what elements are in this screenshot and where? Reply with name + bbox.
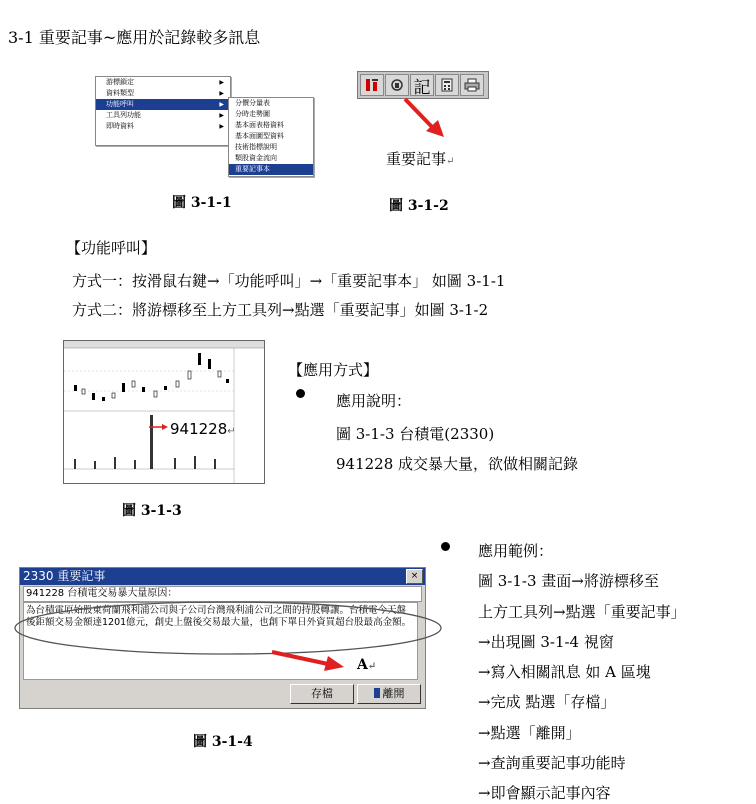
menu-item-data-type[interactable] [96,88,230,99]
important-notes-label: 重要記事↵ [386,150,455,168]
pointer-arrow [400,95,450,140]
example-step-5: →完成 點選「存檔」 [478,693,616,711]
figure-caption-3-1-2: 圖 3-1-2 [389,198,449,214]
submenu-item[interactable]: 分時走勢圖 [235,110,270,118]
menu-item-label: 游標鎖定 [106,78,134,86]
example-step-2: 上方工具列→點選「重要記事」 [478,603,686,621]
lock-icon[interactable] [385,74,409,96]
exit-button[interactable] [357,684,421,704]
context-menu [95,76,231,146]
description-line-1: 圖 3-1-3 台積電(2330) [336,425,495,443]
figure-caption-3-1-1: 圖 3-1-1 [172,195,232,211]
exit-icon [374,688,380,698]
method-one-text: 方式一：按滑鼠右鍵→「功能呼叫」→「重要記事本」 如圖 3-1-1 [72,272,506,290]
method-two-text: 方式二：將游標移至上方工具列→點選「重要記事」如圖 3-1-2 [72,301,489,319]
example-step-1: 圖 3-1-3 畫面→將游標移至 [478,572,659,590]
candlestick-chart [64,341,264,483]
close-button[interactable]: × [406,569,423,584]
figure-caption-3-1-3: 圖 3-1-3 [122,503,182,519]
figure-caption-3-1-4: 圖 3-1-4 [193,734,253,750]
menu-item-realtime-data[interactable] [96,121,230,132]
exit-button-label: 離開 [382,687,405,700]
save-button[interactable]: 存檔 [290,684,354,704]
function-submenu [228,97,314,177]
section-title-function-call: 【功能呼叫】 [66,239,157,257]
note-body-text: 為台積電原始股東荷蘭飛利浦公司與子公司台灣飛利浦公司之間的持股轉讓。台積電今天盤後鉅額交易金額達1201億元，創史上盤後交易最大量，也創下單日外資買超台股最高金額。 [26,605,412,628]
example-step-4: →寫入相關訊息 如 A 區塊 [478,663,651,681]
calculator-icon[interactable] [435,74,459,96]
marker-a-label: A↵ [357,657,377,673]
submenu-item[interactable]: 基本面表格資料 [235,121,284,129]
submenu-item-important-notes[interactable]: 重要記事本 [229,164,313,175]
example-step-6: →點選「離開」 [478,724,581,742]
section-title-application: 【應用方式】 [288,361,379,379]
application-description-label: 應用說明： [336,392,412,410]
chart-date-marker: 941228↵ [170,420,236,438]
dialog-title: 2330 重要記事 [23,569,106,583]
menu-item-function-call[interactable] [96,99,230,110]
submenu-arrow-icon: ▶ [219,123,224,130]
description-line-2: 941228 成交暴大量，欲做相關記錄 [336,455,579,473]
submenu-item[interactable]: 基本面圖型資料 [235,132,284,140]
bullet-icon [296,389,305,398]
submenu-arrow-icon: ▶ [219,101,224,108]
submenu-item[interactable]: 分價分量表 [235,99,270,107]
submenu-arrow-icon: ▶ [219,90,224,97]
menu-item-label: 即時資料 [106,122,134,130]
application-example-label: 應用範例： [478,542,554,560]
menu-item-cursor-lock[interactable] [96,77,230,88]
highlight-ellipse [8,598,448,658]
menu-item-label: 工具列功能 [106,111,141,119]
example-step-8: →即會顯示記事內容 [478,784,611,802]
submenu-arrow-icon: ▶ [219,79,224,86]
submenu-arrow-icon: ▶ [219,112,224,119]
menu-item-label: 功能呼叫 [106,100,134,108]
bullet-icon [441,542,450,551]
submenu-item[interactable]: 類股資金流向 [235,154,277,162]
menu-item-toolbar-function[interactable] [96,110,230,121]
example-step-3: →出現圖 3-1-4 視窗 [478,633,614,651]
printer-icon[interactable] [460,74,484,96]
indicator-icon[interactable] [360,74,384,96]
submenu-item[interactable]: 技術指標說明 [235,143,277,151]
note-subject-field[interactable]: 941228 台積電交易暴大量原因： [23,586,422,602]
pointer-arrow-a [268,644,348,674]
candles [74,353,229,401]
menu-item-label: 資料類型 [106,89,134,97]
note-icon[interactable]: 記 [410,74,434,96]
stock-chart [63,340,265,484]
dialog-title-bar [20,568,425,585]
example-step-7: →查詢重要記事功能時 [478,754,626,772]
page-heading: 3-1 重要記事~應用於記錄較多訊息 [8,28,261,47]
